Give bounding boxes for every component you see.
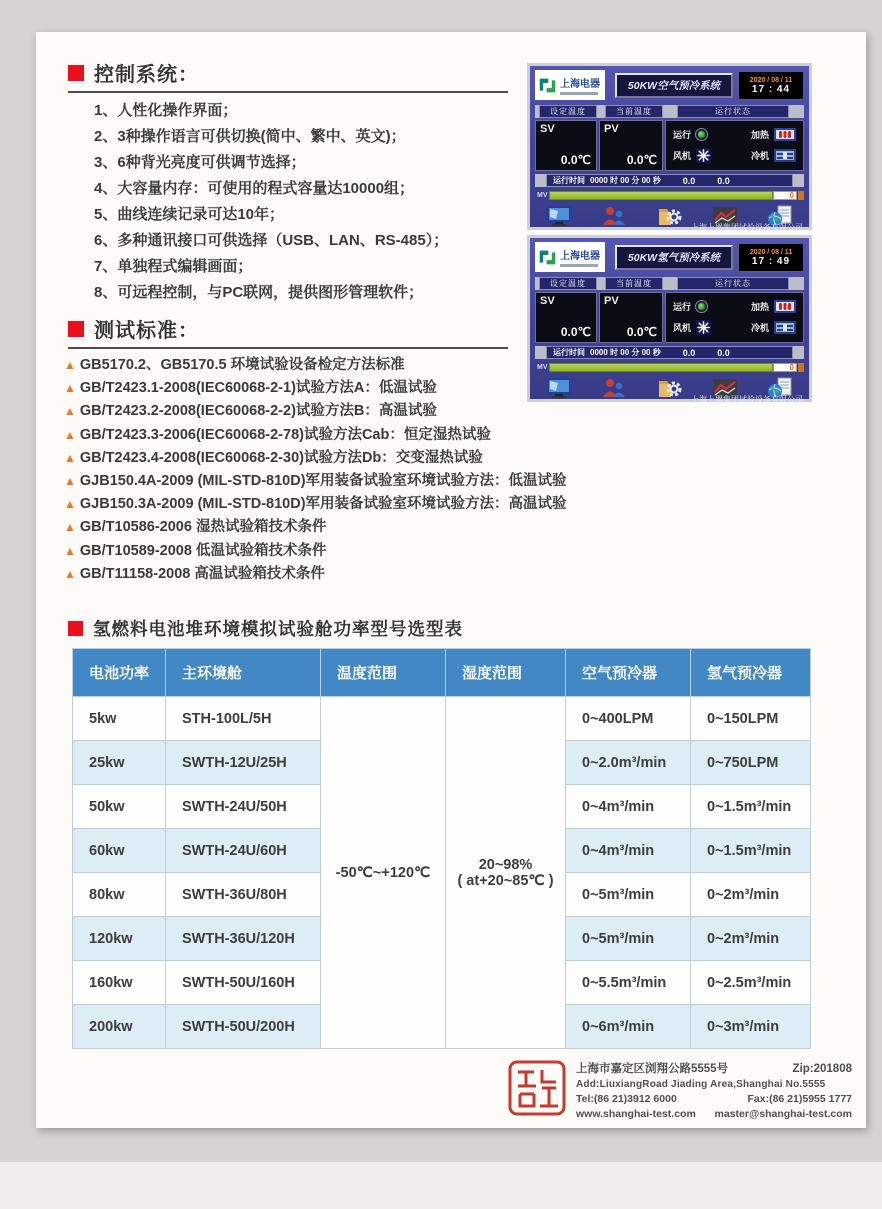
- control-item: 3、6种背光亮度可供调节选择；: [94, 154, 306, 171]
- triangle-bullet-icon: [64, 474, 76, 488]
- mv-row: MV 0: [535, 362, 804, 373]
- cell-chamber: SWTH-12U/25H: [166, 741, 321, 785]
- cell-chamber: SWTH-36U/80H: [166, 873, 321, 917]
- hmi-panel-air-precool: [527, 63, 812, 230]
- tab-run-status[interactable]: 运行状态: [677, 277, 789, 290]
- standard-item: ▲ GB/T2423.3-2006(IEC60068-2-78)试验方法Cab：恒定湿热试验: [64, 424, 567, 447]
- col-header-power: 电池功率: [73, 649, 166, 697]
- pv-display: PV 0.0℃: [599, 120, 663, 171]
- run-led: [696, 129, 707, 140]
- triangle-bullet-icon: [64, 497, 76, 511]
- col-header-chamber: 主环境舱: [166, 649, 321, 697]
- col-header-h2-precooler: 氢气预冷器: [691, 649, 811, 697]
- runtime-bar: 运行时间 0000 时 00 分 00 秒 0.0 0.0: [546, 174, 793, 187]
- sv-display: SV 0.0℃: [535, 120, 597, 171]
- folder-gear-icon[interactable]: [656, 204, 684, 228]
- time-value: 17 : 49: [751, 255, 791, 267]
- sv-display: SV 0.0℃: [535, 292, 597, 343]
- cell-h2-precooler: 0~1.5m³/min: [691, 829, 811, 873]
- control-item: 4、大容量内存：可使用的程式容量达10000组；: [94, 180, 415, 197]
- cell-air-precooler: 0~400LPM: [566, 697, 691, 741]
- scan-lower-strip: [0, 1162, 882, 1209]
- control-item: 7、单独程式编辑画面；: [94, 258, 253, 275]
- selection-table-heading: [68, 616, 463, 641]
- col-header-temp-range: 温度范围: [321, 649, 446, 697]
- cell-chamber: SWTH-24U/50H: [166, 785, 321, 829]
- model-selection-table: [72, 648, 811, 1049]
- system-title-display: 50KW氢气预冷系统: [615, 245, 733, 270]
- standard-item: ▲ GB/T11158-2008 高温试验箱技术条件: [64, 563, 567, 586]
- mv-end-cap: [798, 191, 804, 200]
- triangle-bullet-icon: [64, 381, 76, 395]
- brand-logo: [535, 242, 605, 272]
- cell-h2-precooler: 0~2.5m³/min: [691, 961, 811, 1005]
- cell-h2-precooler: 0~150LPM: [691, 697, 811, 741]
- chiller-icon: [774, 149, 796, 162]
- cell-power: 160kw: [73, 961, 166, 1005]
- cell-h2-precooler: 0~750LPM: [691, 741, 811, 785]
- section-marker: [68, 621, 83, 636]
- tab-current-temperature[interactable]: 当前温度: [605, 277, 663, 290]
- cell-power: 50kw: [73, 785, 166, 829]
- cell-air-precooler: 0~2.0m³/min: [566, 741, 691, 785]
- cell-humidity-range: 20~98% ( at+20~85℃ ): [446, 697, 566, 1049]
- triangle-bullet-icon: [64, 451, 76, 465]
- cell-h2-precooler: 0~1.5m³/min: [691, 785, 811, 829]
- section-title: 测试标准：: [94, 320, 199, 342]
- heater-icon: [774, 300, 796, 313]
- pv-display: PV 0.0℃: [599, 292, 663, 343]
- test-standards-heading: [68, 314, 199, 343]
- mv-value: 0: [773, 191, 797, 200]
- users-icon[interactable]: [600, 376, 628, 400]
- tab-set-temperature[interactable]: 设定温度: [539, 105, 597, 118]
- footer-website[interactable]: www.shanghai-test.com: [576, 1108, 696, 1120]
- triangle-bullet-icon: [64, 428, 76, 442]
- run-status-display: 运行 加热 风机 冷机: [665, 292, 804, 343]
- run-led: [696, 301, 707, 312]
- control-system-heading: [68, 58, 199, 87]
- standards-list: [64, 354, 567, 586]
- cell-h2-precooler: 0~3m³/min: [691, 1005, 811, 1049]
- footer-email[interactable]: master@shanghai-test.com: [714, 1108, 852, 1120]
- triangle-bullet-icon: [64, 358, 76, 372]
- brand-knot-icon: [538, 248, 557, 267]
- triangle-bullet-icon: [64, 544, 76, 558]
- mv-value: 0: [773, 363, 797, 372]
- control-item: 2、3种操作语言可供切换(简中、繁中、英文)；: [94, 128, 406, 145]
- cell-chamber: SWTH-50U/200H: [166, 1005, 321, 1049]
- date-value: 2020 / 08 / 11: [749, 248, 793, 256]
- table-header-row: [73, 649, 811, 697]
- control-item: 1、人性化操作界面；: [94, 102, 238, 119]
- brand-name: 上海电器: [560, 79, 600, 90]
- section-marker: [68, 321, 84, 337]
- cell-h2-precooler: 0~2m³/min: [691, 917, 811, 961]
- col-header-humidity-range: 湿度范围: [446, 649, 566, 697]
- standard-item: ▲ GB/T10586-2006 湿热试验箱技术条件: [64, 516, 567, 539]
- tab-current-temperature[interactable]: 当前温度: [605, 105, 663, 118]
- users-icon[interactable]: [600, 204, 628, 228]
- standard-item: ▲ GJB150.4A-2009 (MIL-STD-810D)军用装备试验室环境试验方法：低温试验: [64, 470, 567, 493]
- monitor-icon[interactable]: [545, 204, 573, 228]
- date-value: 2020 / 08 / 11: [749, 76, 793, 84]
- cell-chamber: SWTH-24U/60H: [166, 829, 321, 873]
- cell-air-precooler: 0~5.5m³/min: [566, 961, 691, 1005]
- footer-address-cn: 上海市嘉定区浏翔公路5555号: [576, 1063, 729, 1075]
- cell-h2-precooler: 0~2m³/min: [691, 873, 811, 917]
- control-feature-list: [94, 98, 448, 306]
- section-marker: [68, 65, 84, 81]
- fan-icon: [696, 320, 711, 335]
- tab-set-temperature[interactable]: 设定温度: [539, 277, 597, 290]
- standard-item: ▲ GB/T2423.2-2008(IEC60068-2-2)试验方法B：高温试验: [64, 400, 567, 423]
- mv-progress-bar: [549, 363, 773, 372]
- datetime-display: [738, 243, 804, 272]
- footer-fax: Fax:(86 21)5955 1777: [747, 1093, 852, 1105]
- triangle-bullet-icon: [64, 404, 76, 418]
- brochure-page: [36, 32, 866, 1128]
- standard-item: ▲ GJB150.3A-2009 (MIL-STD-810D)军用装备试验室环境试验方法：高温试验: [64, 493, 567, 516]
- panel-company-name: 上海上器集团试验设备有限公司: [691, 395, 803, 404]
- standard-item: ▲ GB/T10589-2008 低温试验箱技术条件: [64, 540, 567, 563]
- heater-icon: [774, 128, 796, 141]
- brand-subtext: [560, 264, 598, 267]
- mv-end-cap: [798, 363, 804, 372]
- triangle-bullet-icon: [64, 520, 76, 534]
- table-row: [73, 697, 811, 741]
- cell-chamber: SWTH-36U/120H: [166, 917, 321, 961]
- hmi-panel-hydrogen-precool: [527, 235, 812, 402]
- brand-knot-icon: [538, 76, 557, 95]
- cell-air-precooler: 0~6m³/min: [566, 1005, 691, 1049]
- mv-row: MV 0: [535, 190, 804, 201]
- system-title-display: 50KW空气预冷系统: [615, 73, 733, 98]
- footer-address-en: Add:LiuxiangRoad Jiading Area,Shanghai No.5555: [576, 1079, 826, 1090]
- footer-contact-block: [576, 1062, 852, 1122]
- monitor-icon[interactable]: [545, 376, 573, 400]
- cell-power: 80kw: [73, 873, 166, 917]
- cell-chamber: STH-100L/5H: [166, 697, 321, 741]
- runtime-bar: 运行时间 0000 时 00 分 00 秒 0.0 0.0: [546, 346, 793, 359]
- control-item: 6、多种通讯接口可供选择（USB、LAN、RS-485）；: [94, 232, 449, 249]
- standard-item: ▲ GB/T2423.4-2008(IEC60068-2-30)试验方法Db：交变湿热试验: [64, 447, 567, 470]
- cell-temperature-range: -50℃~+120℃: [321, 697, 446, 1049]
- fan-icon: [696, 148, 711, 163]
- run-status-display: 运行 加热 风机 冷机: [665, 120, 804, 171]
- brand-logo: [535, 70, 605, 100]
- datetime-display: [738, 71, 804, 100]
- panel-company-name: 上海上器集团试验设备有限公司: [691, 223, 803, 232]
- chiller-icon: [774, 321, 796, 334]
- footer-tel: Tel:(86 21)3912 6000: [576, 1093, 677, 1105]
- brand-name: 上海电器: [560, 251, 600, 262]
- mv-progress-bar: [549, 191, 773, 200]
- standard-item: ▲ GB/T2423.1-2008(IEC60068-2-1)试验方法A：低温试验: [64, 377, 567, 400]
- section-rule: [68, 91, 508, 93]
- time-value: 17 : 44: [751, 83, 791, 95]
- folder-gear-icon[interactable]: [656, 376, 684, 400]
- brand-subtext: [560, 92, 598, 95]
- section-rule: [68, 347, 508, 349]
- control-item: 8、可远程控制，与PC联网，提供图形管理软件；: [94, 284, 424, 301]
- company-seal: [508, 1060, 566, 1121]
- cell-air-precooler: 0~5m³/min: [566, 917, 691, 961]
- col-header-air-precooler: 空气预冷器: [566, 649, 691, 697]
- cell-chamber: SWTH-50U/160H: [166, 961, 321, 1005]
- standard-item: ▲ GB5170.2、GB5170.5 环境试验设备检定方法标准: [64, 354, 567, 377]
- cell-air-precooler: 0~4m³/min: [566, 829, 691, 873]
- cell-air-precooler: 0~5m³/min: [566, 873, 691, 917]
- section-title: 氢燃料电池堆环境模拟试验舱功率型号选型表: [93, 619, 463, 639]
- cell-power: 200kw: [73, 1005, 166, 1049]
- control-item: 5、曲线连续记录可达10年；: [94, 206, 285, 223]
- cell-power: 25kw: [73, 741, 166, 785]
- cell-power: 60kw: [73, 829, 166, 873]
- cell-power: 120kw: [73, 917, 166, 961]
- footer-zip: Zip:201808: [792, 1063, 852, 1075]
- tab-run-status[interactable]: 运行状态: [677, 105, 789, 118]
- cell-air-precooler: 0~4m³/min: [566, 785, 691, 829]
- triangle-bullet-icon: [64, 567, 76, 581]
- cell-power: 5kw: [73, 697, 166, 741]
- section-title: 控制系统：: [94, 64, 199, 86]
